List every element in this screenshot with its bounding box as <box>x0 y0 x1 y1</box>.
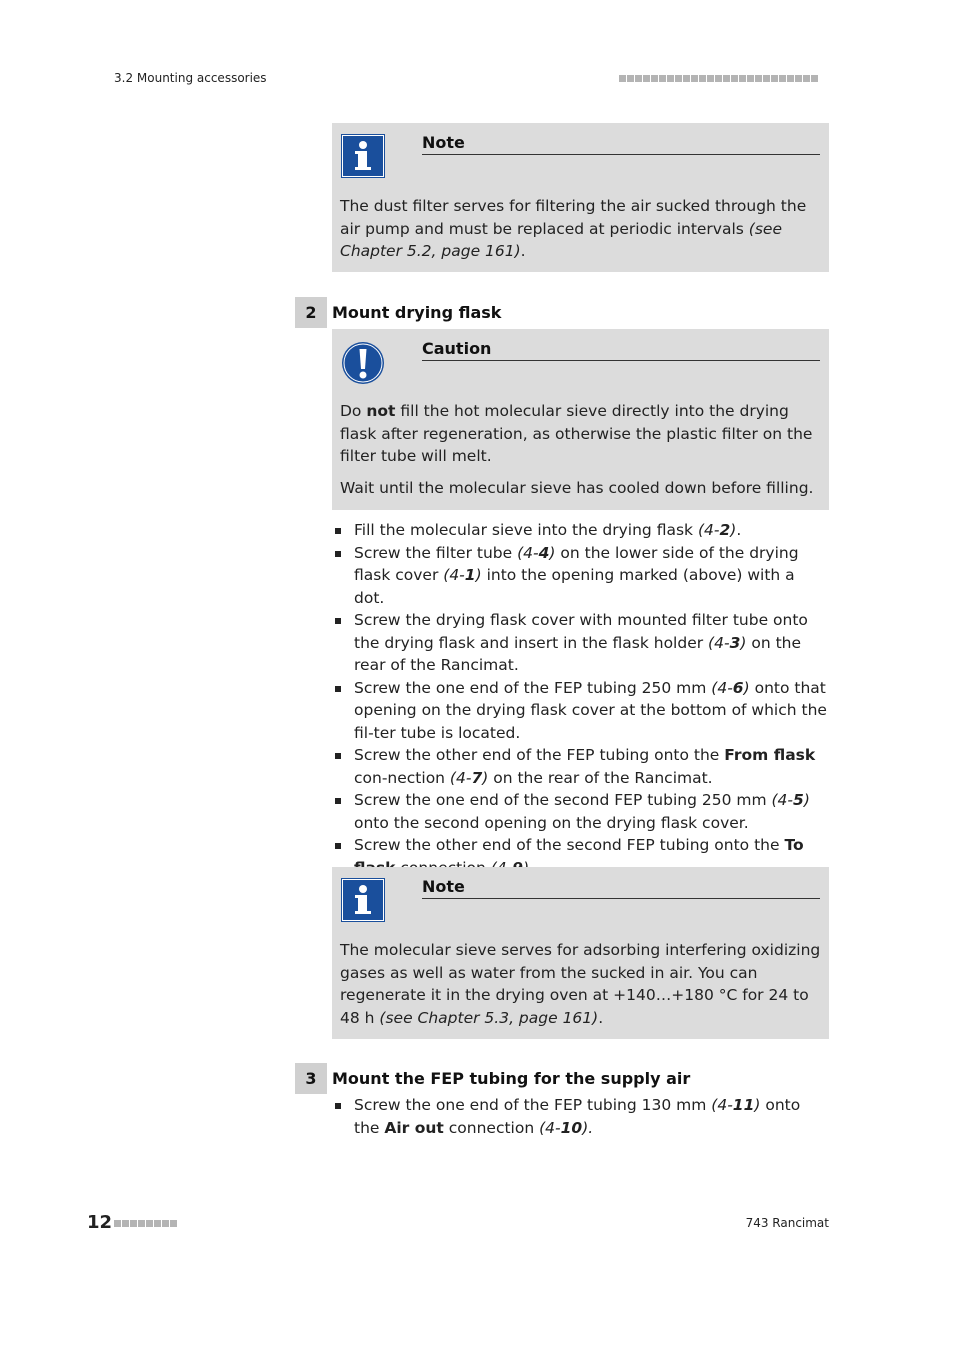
step-number: 3 <box>295 1063 327 1094</box>
list-item: Screw the other end of the FEP tubing onto the From flask con-nection (4-7) on the rear of the Rancimat. <box>332 744 829 789</box>
note-title: Note <box>422 133 820 155</box>
caution-box <box>332 329 829 510</box>
page-number: 12 <box>87 1212 113 1233</box>
note-box-dust-filter <box>332 123 829 272</box>
note-box-molecular-sieve <box>332 867 829 1039</box>
list-item: Screw the other end of the second FEP tubing onto the To <box>332 834 829 879</box>
caution-text: Do not fill the hot molecular sieve directly into the drying flask after regeneration, as otherwise the plastic filter on the filter tube will melt. Wait until the molecular sieve has cooled down before filling. <box>340 402 814 497</box>
caution-title: Caution <box>422 339 820 361</box>
list-item: Fill the molecular sieve into the drying flask (4-2). <box>332 519 829 542</box>
note-text: The dust filter serves for filtering the air sucked through the air pump and must be replaced at periodic intervals (see Chapter 5.2, page 161). <box>340 197 807 260</box>
info-icon <box>341 134 385 178</box>
header-section-title: 3.2 Mounting accessories <box>114 71 267 85</box>
header-decoration <box>619 75 818 82</box>
list-item: Screw the filter tube (4-4) on the lower side of the drying flask cover (4-1) into the opening marked (above) with a dot. <box>332 542 829 610</box>
list-item: Screw the drying flask cover with mounted filter tube onto the drying flask and insert in the flask holder (4-3) on the rear of the Rancimat. <box>332 609 829 677</box>
step-title: Mount the FEP tubing for the supply air <box>332 1069 691 1088</box>
chapter-reference: (see Chapter 5.3, page 161) <box>379 1008 599 1027</box>
step-number: 2 <box>295 297 327 328</box>
step3-instructions <box>332 1094 829 1139</box>
exclamation-icon <box>341 341 385 385</box>
note-title: Note <box>422 877 820 899</box>
info-icon <box>341 878 385 922</box>
note-text: The molecular sieve serves for adsorbing interfering oxidizing gases as well as water from the sucked in air. You can regenerate it in the drying oven at +140…+180 °C for 24 to 48 h (see Chapter 5.3, page 161). <box>340 941 821 1027</box>
list-item: Screw the one end of the FEP tubing 250 mm (4-6) onto that opening on the drying flask cover at the bottom of which the fil-ter tube is located. <box>332 677 829 745</box>
step-title: Mount drying flask <box>332 303 502 322</box>
chapter-reference: (see Chapter 5.2, page 161) <box>340 219 782 260</box>
step2-instructions <box>332 519 829 879</box>
footer-decoration <box>114 1220 177 1227</box>
list-item: Screw the one end of the second FEP tubing 250 mm (4-5) onto the second opening on the drying flask cover. <box>332 789 829 834</box>
footer-product-name: 743 Rancimat <box>745 1216 829 1230</box>
list-item: Screw the one end of the FEP tubing 130 mm (4-11) onto the Air out connection (4-10). <box>332 1094 829 1139</box>
